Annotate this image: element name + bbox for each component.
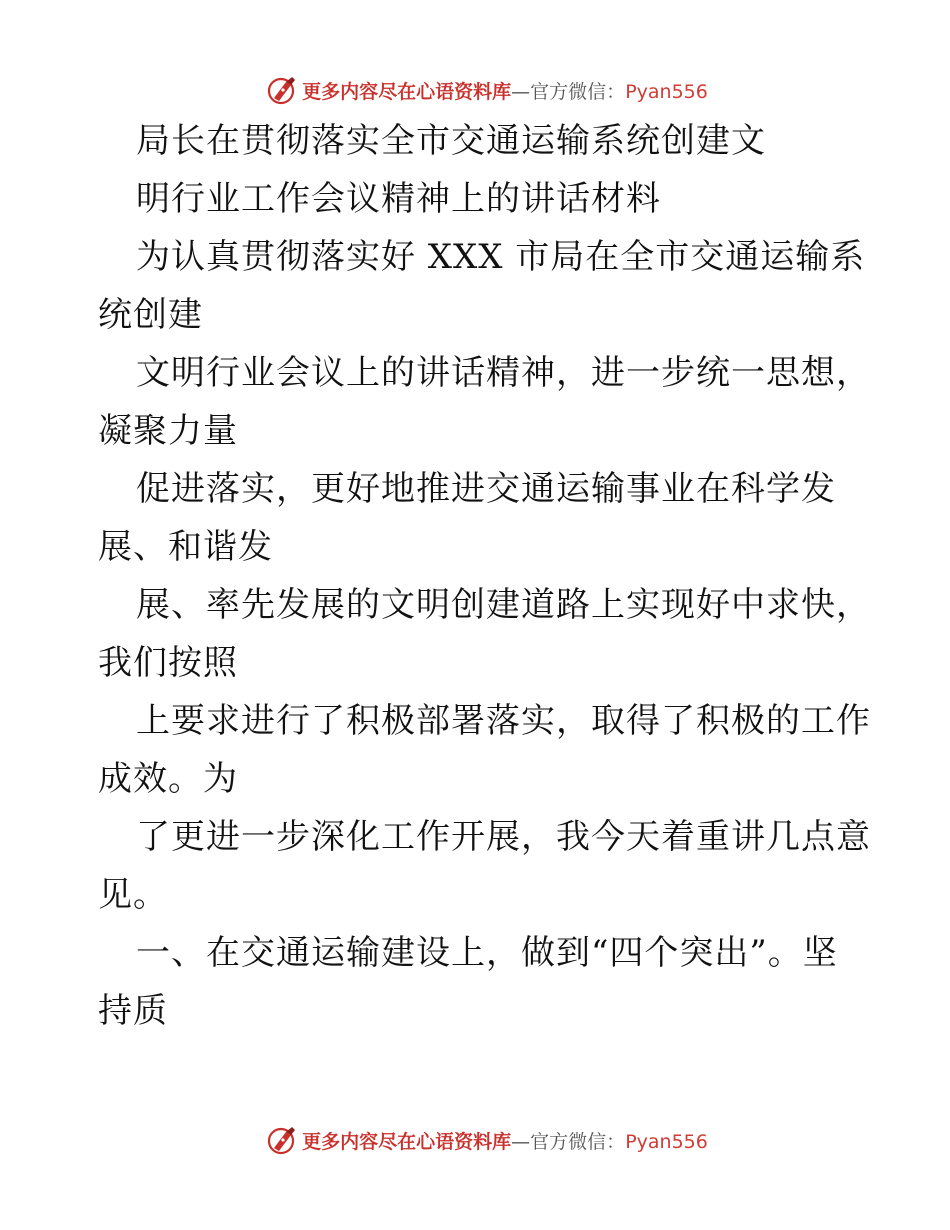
footer-watermark-banner (0, 1122, 950, 1158)
header-banner-text (302, 77, 708, 104)
header-watermark-banner (0, 72, 950, 108)
wechat-label: 官方微信： (530, 80, 626, 103)
paragraph-line: 上要求进行了积极部署落实，取得了积极的工作 (136, 701, 871, 741)
paragraph-line: 为认真贯彻落实好 XXX 市局在全市交通运输系 (136, 237, 866, 277)
document-body (98, 121, 878, 1052)
paragraph-line: 展、率先发展的文明创建道路上实现好中求快， (136, 585, 871, 625)
paragraph-line: 持质 (98, 991, 168, 1031)
pen-nib-logo-icon (266, 74, 298, 106)
title-line-2: 明行业工作会议精神上的讲话材料 (136, 179, 661, 219)
brand-text: 更多内容尽在心语资料库 (302, 1130, 512, 1153)
wechat-label: 官方微信： (530, 1130, 626, 1153)
footer-banner-text (302, 1127, 708, 1154)
paragraph-line: 文明行业会议上的讲话精神，进一步统一思想， (136, 353, 871, 393)
paragraph-line: 我们按照 (98, 643, 238, 683)
paragraph-line: 见。 (98, 875, 168, 915)
paragraph-line: 了更进一步深化工作开展，我今天着重讲几点意 (136, 817, 871, 857)
paragraph-line: 成效。为 (98, 759, 238, 799)
banner-dash: — (511, 80, 531, 103)
header-banner-inner (266, 74, 708, 106)
banner-dash: — (511, 1130, 531, 1153)
footer-banner-inner (266, 1124, 708, 1156)
wechat-id: Pyan556 (625, 80, 708, 103)
paragraph-line: 凝聚力量 (98, 411, 238, 451)
paragraph-line: 一、在交通运输建设上，做到“四个突出”。坚 (136, 933, 838, 973)
brand-text: 更多内容尽在心语资料库 (302, 80, 512, 103)
title-line-1: 局长在贯彻落实全市交通运输系统创建文 (136, 121, 766, 161)
paragraph-line: 统创建 (98, 295, 203, 335)
pen-nib-logo-icon (266, 1124, 298, 1156)
paragraph-line: 展、和谐发 (98, 527, 273, 567)
wechat-id: Pyan556 (625, 1130, 708, 1153)
paragraph-line: 促进落实，更好地推进交通运输事业在科学发 (136, 469, 836, 509)
